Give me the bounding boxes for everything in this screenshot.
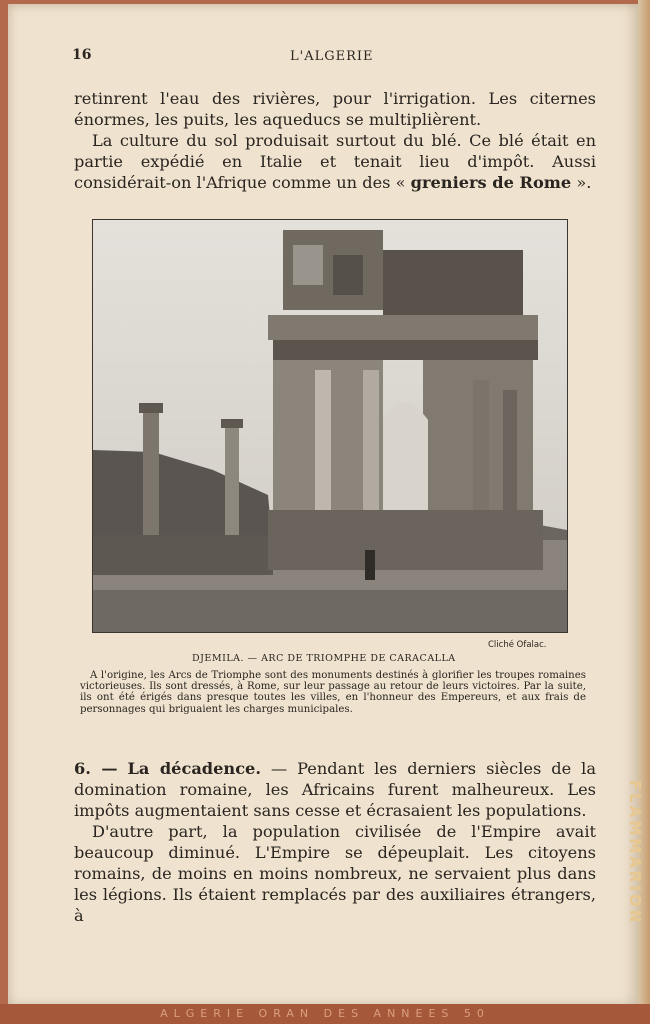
side-watermark: FLAMMARION bbox=[626, 780, 644, 926]
section-decadence bbox=[74, 758, 596, 926]
paragraph-wheat-end: ». bbox=[571, 173, 592, 192]
section-paragraph-1 bbox=[74, 758, 596, 821]
page-number: 16 bbox=[72, 47, 92, 63]
figure-caption-title: DJEMILA. — ARC DE TRIOMPHE DE CARACALLA bbox=[192, 653, 456, 664]
bottom-watermark: ALGERIE ORAN DES ANNEES 50 bbox=[0, 1004, 650, 1024]
photo-credit: Cliché Ofalac. bbox=[488, 640, 547, 650]
greniers-de-rome: greniers de Rome bbox=[410, 173, 572, 192]
section-title: La décadence. bbox=[127, 759, 261, 778]
intro-text bbox=[74, 88, 596, 193]
section-paragraph-2: D'autre part, la population civilisée de l'Empire avait beaucoup diminué. L'Empire se dépeuplait. Les citoyens romains, de moins en moins nombreux, ne servaient plus dans les légions. Ils étaient remplacés par des auxiliaires étrangers, à bbox=[74, 822, 596, 925]
section-number: 6. — bbox=[74, 759, 118, 778]
paragraph-wheat-text: La culture du sol produisait surtout du blé. Ce blé était en partie expédié en Italie et tenait lieu d'impôt. Aussi considérait-on l'Afrique comme un des « bbox=[74, 131, 596, 192]
paragraph-wheat bbox=[74, 130, 596, 193]
figure-caption-text: A l'origine, les Arcs de Triomphe sont des monuments destinés à glorifier les troupes romaines victorieuses. Ils sont dressés, à Rome, sur leur passage au retour de leurs victoires. Par la suite, ils ont été érigés dans presque toutes les villes, en l'honneur des Empereurs, et aux frais de personnages qui briguaient les charges municipales. bbox=[80, 670, 586, 715]
running-title: L'ALGERIE bbox=[290, 49, 374, 64]
paragraph-aqueducts: retinrent l'eau des rivières, pour l'irrigation. Les citernes énormes, les puits, les aqueducs se multiplièrent. bbox=[74, 89, 596, 129]
section-paragraph-1-text: — Pendant les derniers siècles de la domination romaine, les Africains furent malheureux. Les impôts augmentaient sans cesse et écrasaient les populations. bbox=[74, 759, 596, 820]
arch-photograph bbox=[92, 219, 568, 633]
